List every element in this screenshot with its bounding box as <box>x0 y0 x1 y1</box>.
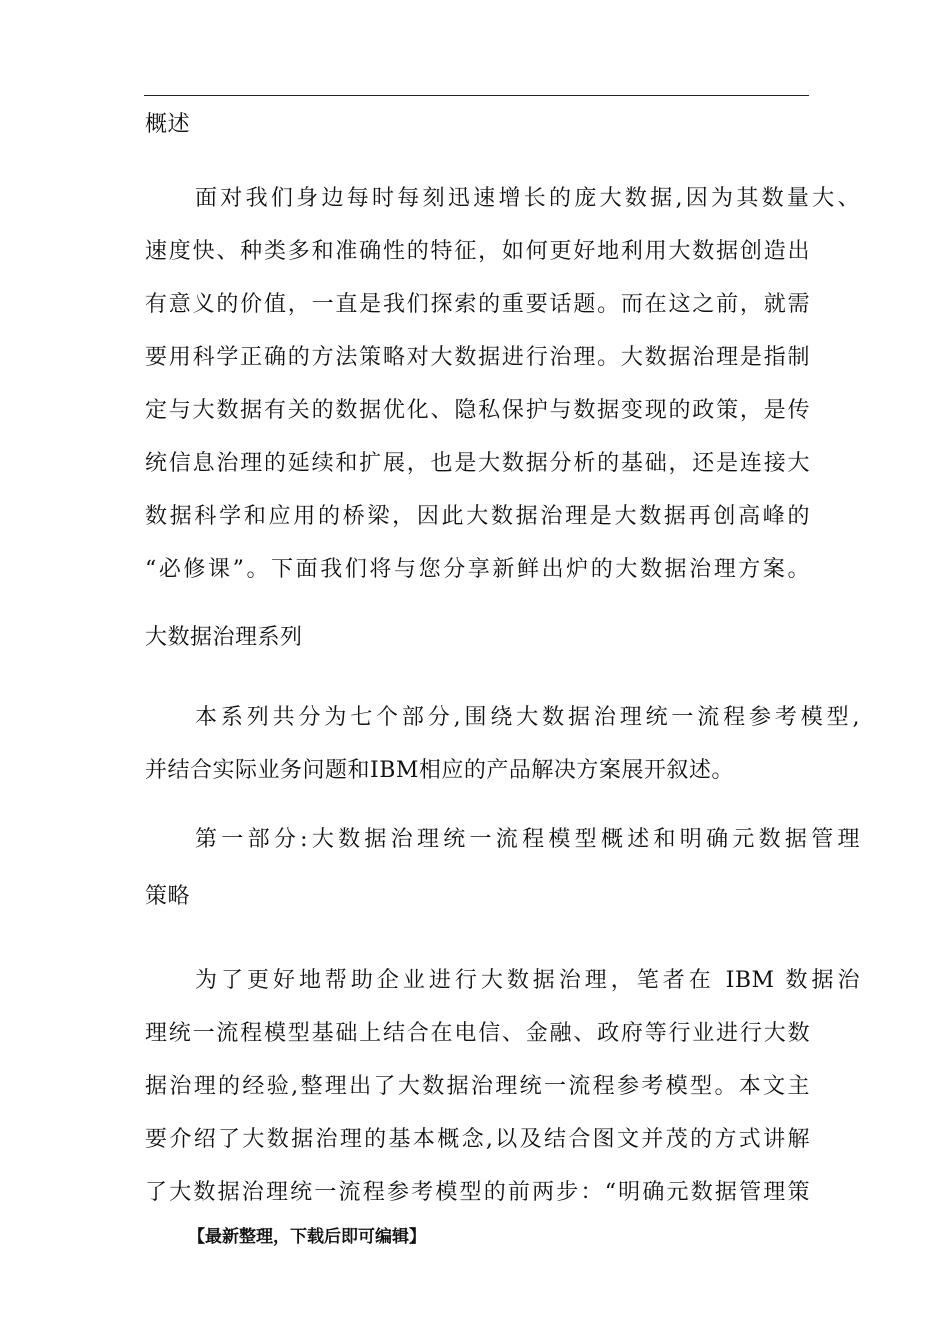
footer-note: 【最新整理，下载后即可编辑】 <box>188 1227 426 1247</box>
header-rule <box>144 95 809 96</box>
part-title-line: 策略 <box>145 884 191 909</box>
section-heading-series: 大数据治理系列 <box>145 625 303 650</box>
paragraph-line: 统信息治理的延续和扩展，也是大数据分析的基础，还是连接大 <box>145 451 810 476</box>
part-title-line: 第一部分:大数据治理统一流程模型概述和明确元数据管理 <box>195 827 860 852</box>
paragraph-line: 要介绍了大数据治理的基本概念,以及结合图文并茂的方式讲解 <box>145 1127 810 1152</box>
paragraph-line: “必修课”。下面我们将与您分享新鲜出炉的大数据治理方案。 <box>145 557 810 582</box>
paragraph-line: 有意义的价值，一直是我们探索的重要话题。而在这之前，就需 <box>145 292 810 317</box>
paragraph-line: 为了更好地帮助企业进行大数据治理，笔者在 IBM 数据治 <box>195 968 860 993</box>
paragraph-line: 据治理的经验,整理出了大数据治理统一流程参考模型。本文主 <box>145 1074 810 1099</box>
paragraph-line: 理统一流程模型基础上结合在电信、金融、政府等行业进行大数 <box>145 1021 810 1046</box>
paragraph-line: 面对我们身边每时每刻迅速增长的庞大数据,因为其数量大、 <box>195 186 860 211</box>
paragraph-line: 本系列共分为七个部分,围绕大数据治理统一流程参考模型, <box>195 705 860 730</box>
paragraph-line: 定与大数据有关的数据优化、隐私保护与数据变现的政策，是传 <box>145 398 810 423</box>
section-heading-overview: 概述 <box>145 112 191 137</box>
paragraph-line: 了大数据治理统一流程参考模型的前两步：“明确元数据管理策 <box>145 1180 810 1205</box>
paragraph-line: 并结合实际业务问题和IBM相应的产品解决方案展开叙述。 <box>145 758 734 783</box>
paragraph-line: 速度快、种类多和准确性的特征，如何更好地利用大数据创造出 <box>145 239 810 264</box>
paragraph-line: 数据科学和应用的桥梁，因此大数据治理是大数据再创高峰的 <box>145 504 810 529</box>
paragraph-line: 要用科学正确的方法策略对大数据进行治理。大数据治理是指制 <box>145 345 810 370</box>
